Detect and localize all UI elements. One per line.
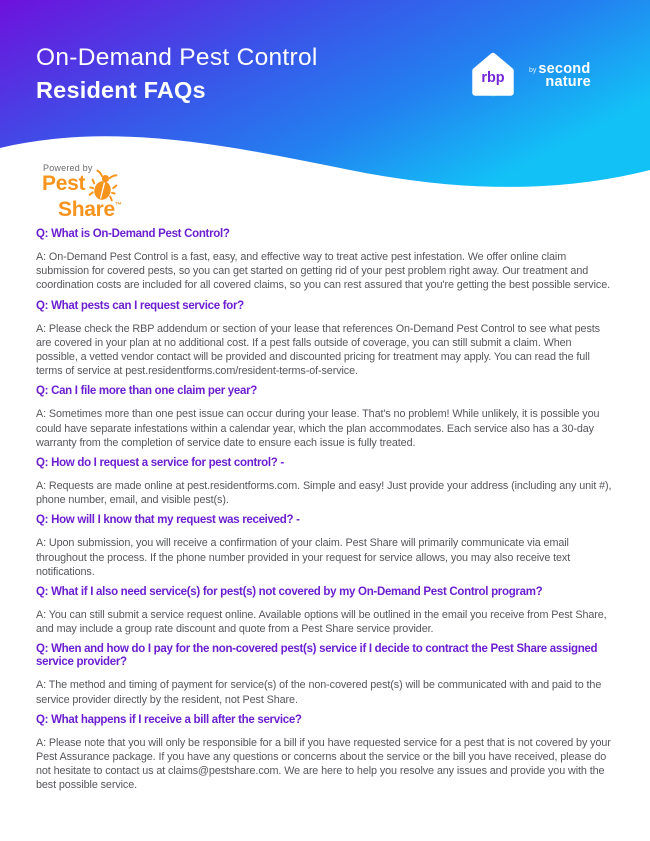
- share-wordmark: Share: [58, 198, 115, 221]
- powered-by-label: Powered by: [43, 163, 93, 173]
- by-label: by: [529, 67, 537, 74]
- faq-item: [36, 300, 616, 379]
- hero-text: [36, 42, 318, 106]
- brand-second: second: [538, 61, 591, 77]
- faq-item: [36, 457, 616, 507]
- svg-text:rbp: rbp: [481, 69, 505, 86]
- faq-answer: A: You can still submit a service request online. Available options will be outlined in the email you receive from Pest Share, and may include a group rate discount and quote from a Pest Share service provider.: [36, 609, 607, 636]
- rbp-second-nature-logo: [466, 49, 591, 103]
- document-title: On-Demand Pest Control: [36, 44, 318, 71]
- faq-item: [36, 385, 616, 450]
- pest-wordmark: Pest: [42, 172, 86, 195]
- faq-question: Q: What is On-Demand Pest Control?: [36, 228, 230, 240]
- rbp-house-icon: [466, 49, 520, 103]
- document-subtitle: Resident FAQs: [36, 77, 206, 103]
- faq-answer: A: Please check the RBP addendum or section of your lease that references On-Demand Pest Control to see what pests are covered in your plan at no additional cost. If a pest falls outside of coverage, you can still submit a claim. When possible, a vetted vendor contact will be provided and discounted pricing for treatment may apply. You can read the full terms of service at pest.residentforms.com/resident-terms-of-service.: [36, 322, 600, 378]
- faq-question: Q: What happens if I receive a bill after the service?: [36, 713, 302, 726]
- second-nature-wordmark: [529, 63, 591, 89]
- trademark-symbol: ™: [114, 202, 122, 209]
- faq-answer: A: Requests are made online at pest.residentforms.com. Simple and easy! Just provide your address (including any unit #), phone number, email, and visible pest(s).: [36, 480, 612, 507]
- faq-question: Q: What pests can I request service for?: [36, 299, 244, 312]
- faq-item: [36, 714, 616, 793]
- faq-question: Q: How will I know that my request was received? -: [36, 514, 300, 527]
- faq-answer: A: The method and timing of payment for service(s) of the non-covered pest(s) will be communicated with and paid to the service provider directly by the resident, not Pest Share.: [36, 679, 602, 706]
- faq-item: [36, 643, 616, 706]
- faq-item: [36, 586, 616, 636]
- faq-question: Q: When and how do I pay for the non-covered pest(s) service if I decide to contract the Pest Share assigned service provider?: [36, 643, 598, 669]
- brand-nature: nature: [545, 74, 591, 90]
- faq-answer: A: Please note that you will only be responsible for a bill if you have requested service for a pest that is not covered by your Pest Assurance package. If you have any questions or concerns about the service or the bill you have received, please do not hesitate to contact us at claims@pestshare.com. We are here to help you resolve any issues and provide you with the best possible service.: [36, 736, 611, 792]
- faq-question: Q: What if I also need service(s) for pest(s) not covered by my On-Demand Pest Control program?: [36, 586, 543, 599]
- faq-answer: A: Sometimes more than one pest issue can occur during your lease. That's no problem! While unlikely, it is possible you could have separate infestations within a calendar year, which the plan accommodates. Each service also has a 30-day warranty from the completion of service date to ensure each issue is fully treated.: [36, 408, 600, 449]
- pest-share-logo: [42, 163, 162, 220]
- faq-answer: A: Upon submission, you will receive a confirmation of your claim. Pest Share will primarily communicate via email throughout the process. If the phone number provided in your request for service allows, you may also receive text notifications.: [36, 537, 571, 578]
- faq-question: Q: Can I file more than one claim per year?: [36, 385, 257, 398]
- faq-question: Q: How do I request a service for pest control? -: [36, 457, 284, 470]
- faq-item: [36, 514, 616, 579]
- faq-answer: A: On-Demand Pest Control is a fast, easy, and effective way to treat active pest infestation. We offer online claim submission for covered pests, so you can get started on getting rid of your pest problem right away. Our treatment and coordination costs are included for all covered claims, so you can rest assured that you're getting the best possible service.: [36, 251, 611, 292]
- faq-list: [36, 228, 616, 800]
- faq-item: [36, 228, 616, 293]
